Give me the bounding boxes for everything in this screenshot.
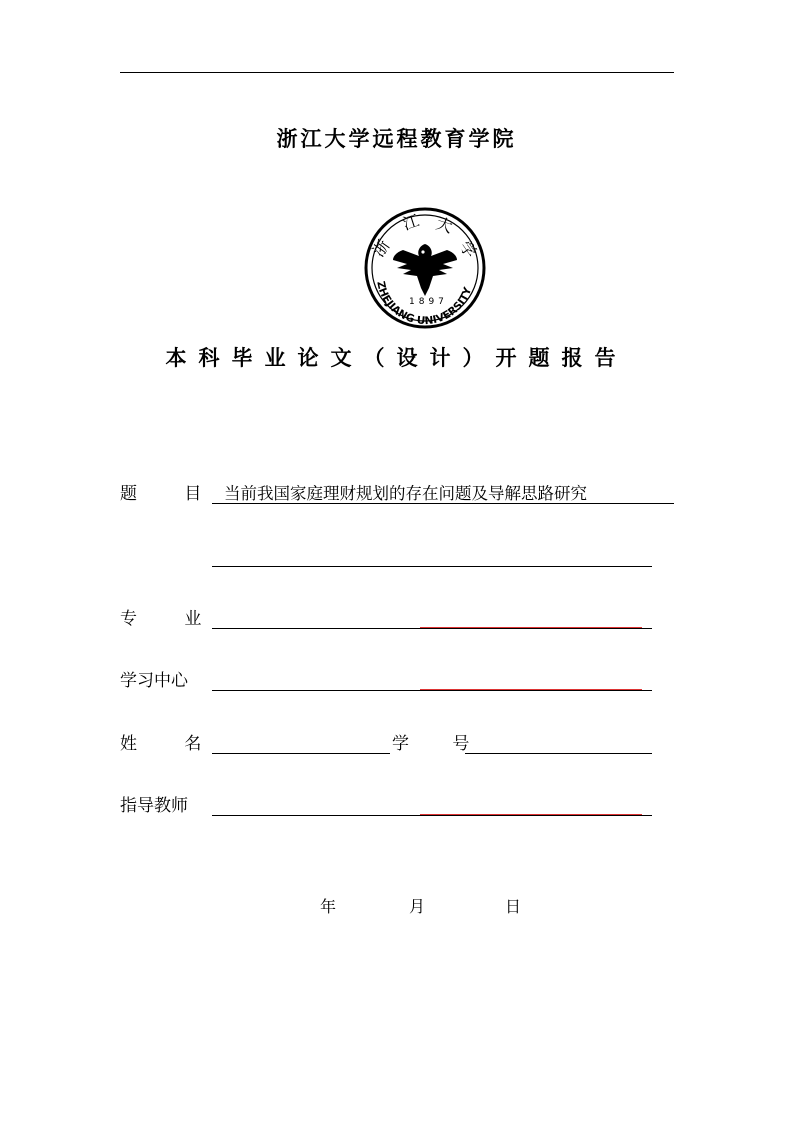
title-label-text: 题 目 <box>120 484 202 504</box>
date-year: 年 <box>320 897 337 916</box>
center-red-mark <box>420 689 642 690</box>
major-red-mark <box>420 627 642 628</box>
svg-text:江: 江 <box>400 210 422 234</box>
major-underline <box>212 628 652 629</box>
institution-name: 浙江大学远程教育学院 <box>276 127 517 151</box>
major-label <box>120 609 201 629</box>
advisor-label: 指导教师 <box>120 796 188 816</box>
id-label-text: 学 号 <box>392 734 470 754</box>
svg-text:浙: 浙 <box>368 236 394 261</box>
title-underline-2 <box>212 566 652 567</box>
svg-text:大: 大 <box>433 213 455 237</box>
title-underline-1 <box>212 503 674 504</box>
id-underline <box>465 753 652 754</box>
name-underline <box>212 753 390 754</box>
title-value[interactable]: 当前我国家庭理财规划的存在问题及导解思路研究 <box>224 484 587 503</box>
top-rule <box>120 72 674 73</box>
major-label-text: 专 业 <box>120 609 202 629</box>
document-title: 本科毕业论文（设计）开题报告 <box>165 346 628 370</box>
svg-text:ZHEJIANG UNIVERSITY: ZHEJIANG UNIVERSITY <box>374 280 475 328</box>
svg-text:1897: 1897 <box>409 297 448 307</box>
date-month: 月 <box>409 897 426 916</box>
name-label-text: 姓 名 <box>120 734 202 754</box>
center-label: 学习中心 <box>120 671 188 691</box>
title-label <box>120 484 201 504</box>
id-label <box>392 734 469 754</box>
university-seal-logo <box>363 206 487 330</box>
name-label <box>120 734 201 754</box>
advisor-underline <box>212 815 652 816</box>
center-underline <box>212 690 652 691</box>
svg-text:学: 学 <box>455 237 481 262</box>
date-day: 日 <box>505 897 522 916</box>
advisor-red-mark <box>420 814 642 815</box>
